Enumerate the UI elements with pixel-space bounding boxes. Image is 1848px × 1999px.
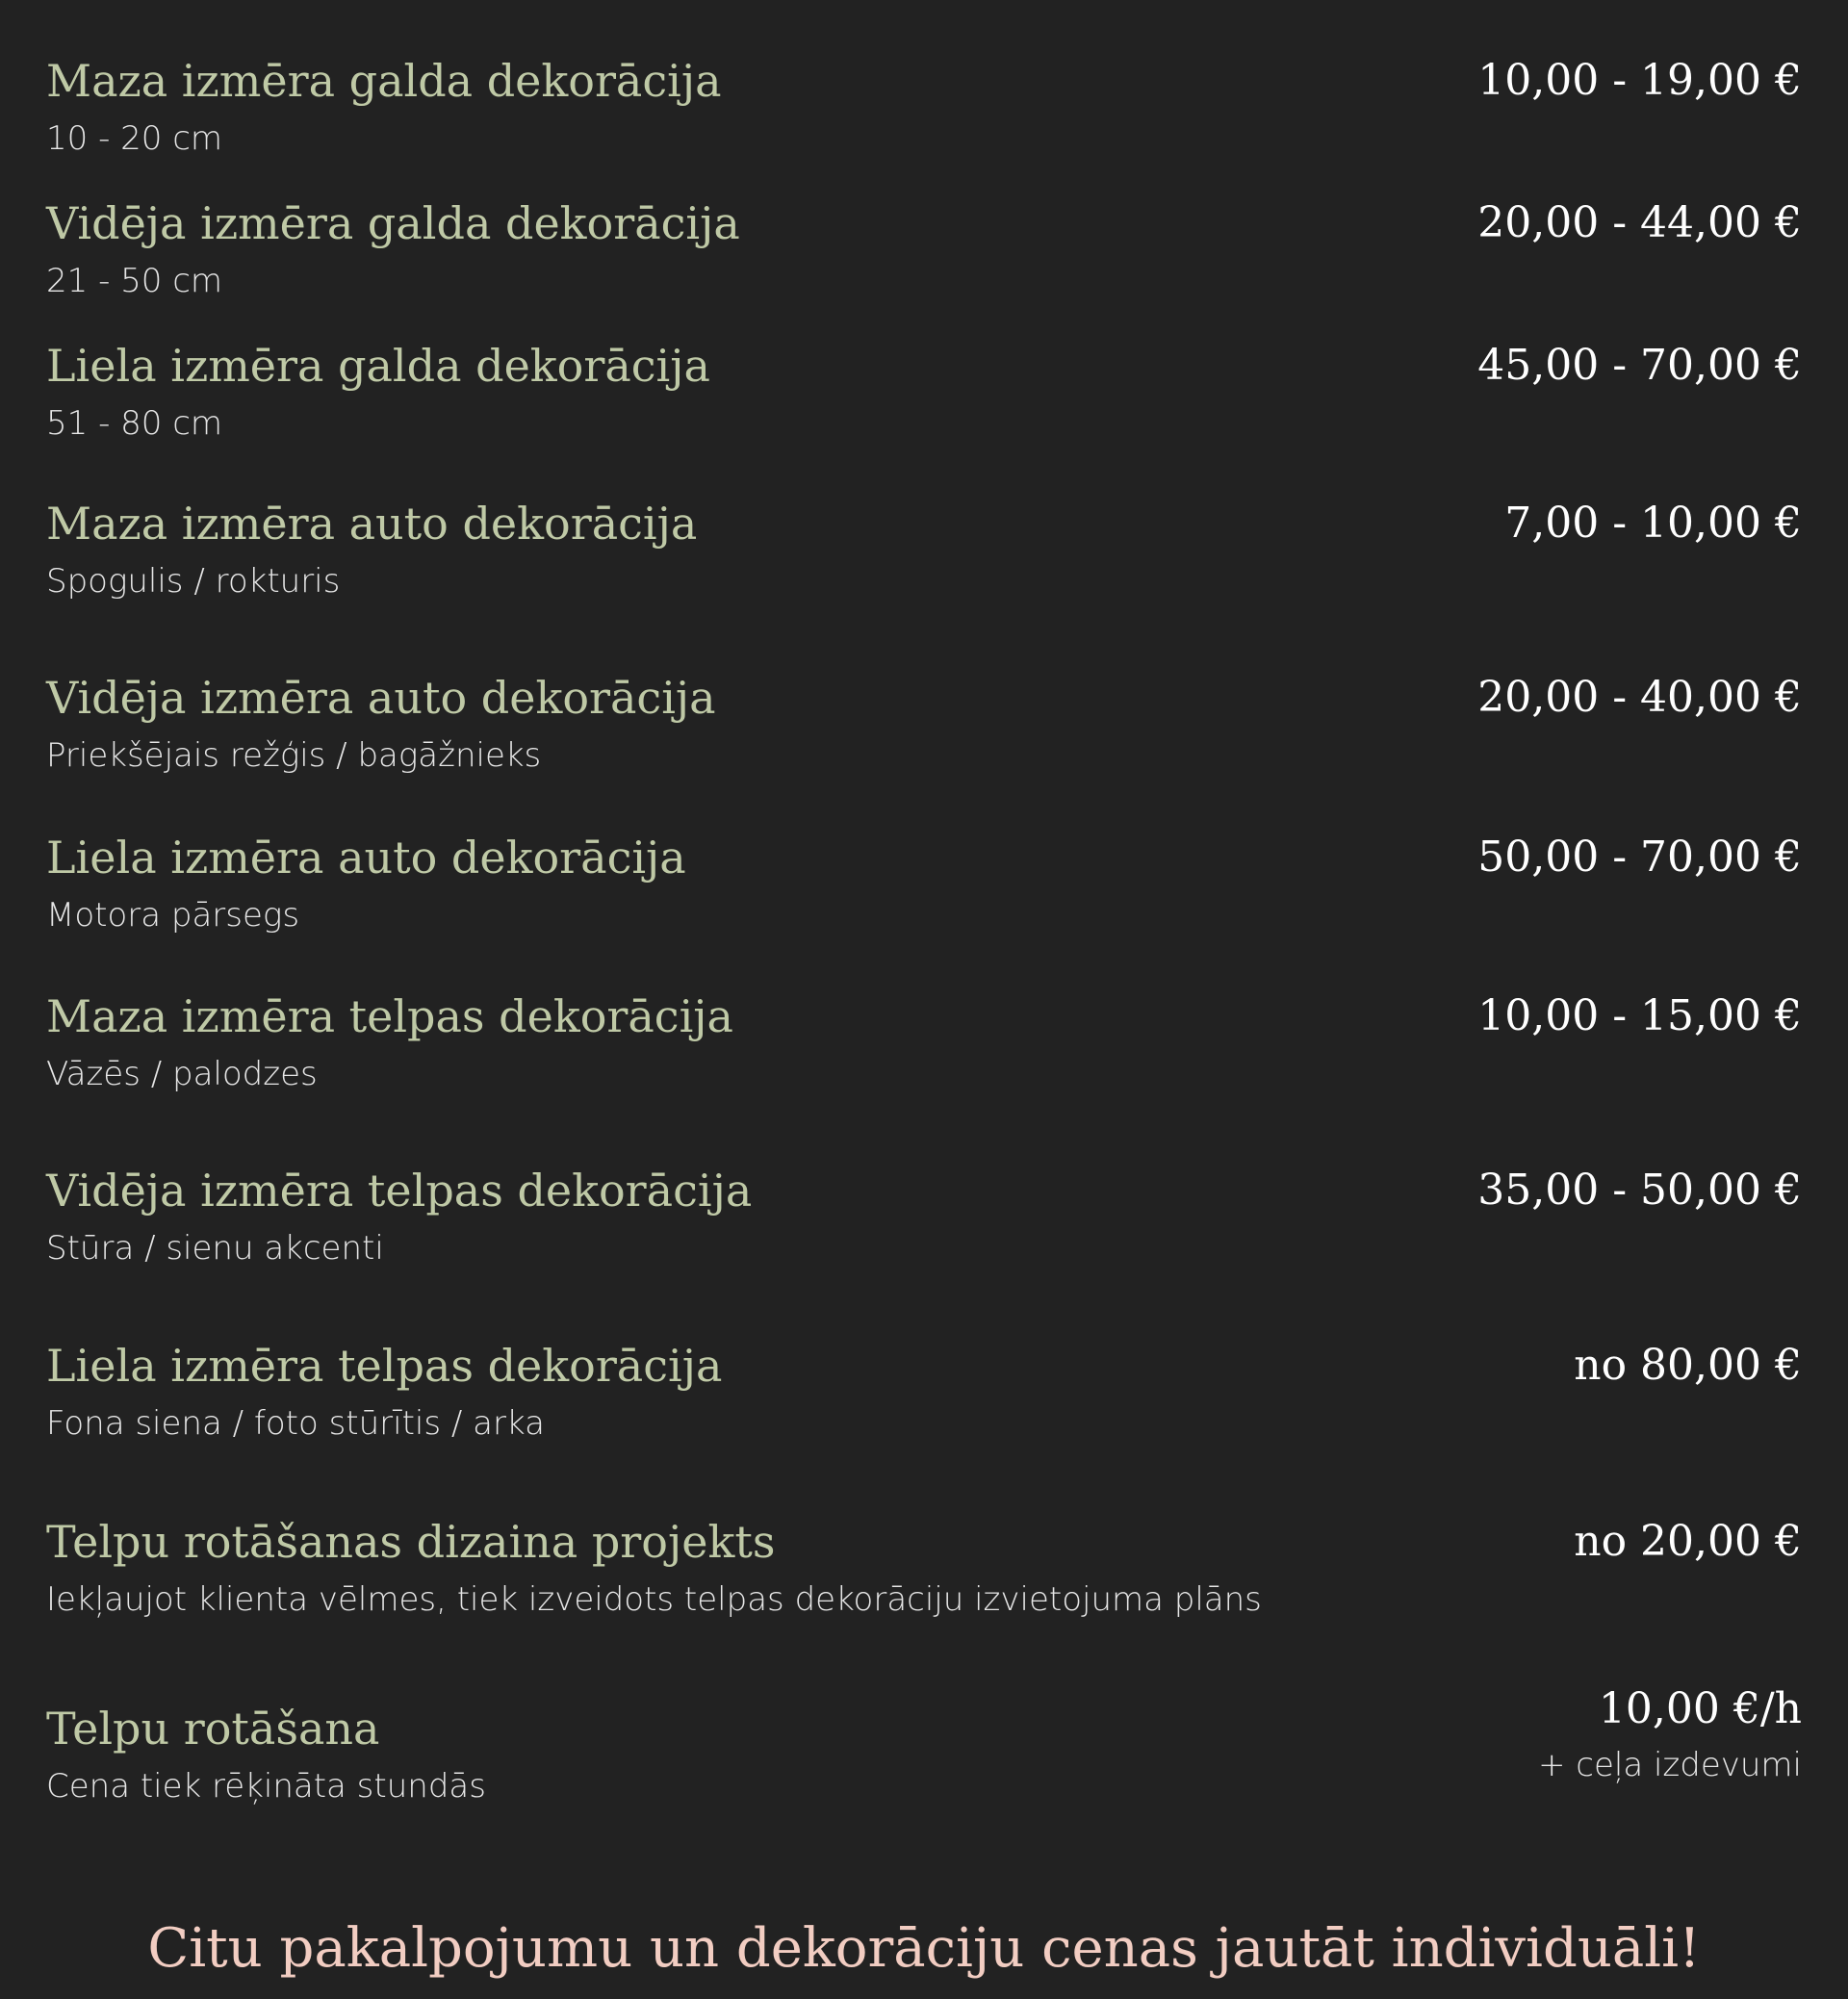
item-subtitle: 10 - 20 cm: [46, 119, 223, 158]
item-subtitle: 51 - 80 cm: [46, 404, 223, 443]
item-title: Liela izmēra auto dekorācija: [46, 832, 686, 884]
item-price: 45,00 - 70,00 €: [1477, 341, 1802, 390]
item-price: 10,00 - 19,00 €: [1477, 56, 1802, 105]
item-price: no 80,00 €: [1574, 1341, 1802, 1390]
item-subtitle: Motora pārsegs: [46, 896, 300, 935]
item-price: 10,00 - 15,00 €: [1477, 991, 1802, 1040]
item-title: Liela izmēra galda dekorācija: [46, 340, 710, 392]
item-title: Maza izmēra auto dekorācija: [46, 498, 698, 550]
item-price: 20,00 - 40,00 €: [1477, 673, 1802, 722]
item-subtitle: Iekļaujot klienta vēlmes, tiek izveidots telpas dekorāciju izvietojuma plāns: [46, 1580, 1262, 1619]
item-title: Vidēja izmēra telpas dekorācija: [46, 1165, 753, 1217]
item-price: 7,00 - 10,00 €: [1504, 499, 1802, 548]
item-price: 20,00 - 44,00 €: [1477, 198, 1802, 247]
item-subtitle: Priekšējais režģis / bagāžnieks: [46, 736, 542, 775]
item-title: Telpu rotāšanas dizaina projekts: [46, 1516, 776, 1568]
item-price: no 20,00 €: [1574, 1517, 1802, 1566]
item-subtitle: 21 - 50 cm: [46, 262, 223, 300]
item-title: Liela izmēra telpas dekorācija: [46, 1340, 723, 1392]
item-subtitle: Vāzēs / palodzes: [46, 1055, 318, 1093]
item-subtitle: Cena tiek rēķināta stundās: [46, 1767, 486, 1806]
item-title: Maza izmēra telpas dekorācija: [46, 990, 733, 1042]
item-price: 10,00 €/h: [1598, 1684, 1802, 1733]
item-subtitle: Fona siena / foto stūrītis / arka: [46, 1404, 545, 1443]
item-subtitle: Spogulis / rokturis: [46, 562, 341, 601]
item-subtitle: Stūra / sienu akcenti: [46, 1229, 384, 1268]
item-title: Vidēja izmēra auto dekorācija: [46, 672, 716, 724]
item-price-note: + ceļa izdevumi: [1537, 1746, 1802, 1784]
item-title: Vidēja izmēra galda dekorācija: [46, 197, 740, 249]
item-title: Telpu rotāšana: [46, 1703, 380, 1755]
item-price: 50,00 - 70,00 €: [1477, 833, 1802, 882]
footer-note: Citu pakalpojumu un dekorāciju cenas jautāt individuāli!: [147, 1917, 1701, 1980]
item-title: Maza izmēra galda dekorācija: [46, 55, 722, 107]
item-price: 35,00 - 50,00 €: [1477, 1166, 1802, 1215]
